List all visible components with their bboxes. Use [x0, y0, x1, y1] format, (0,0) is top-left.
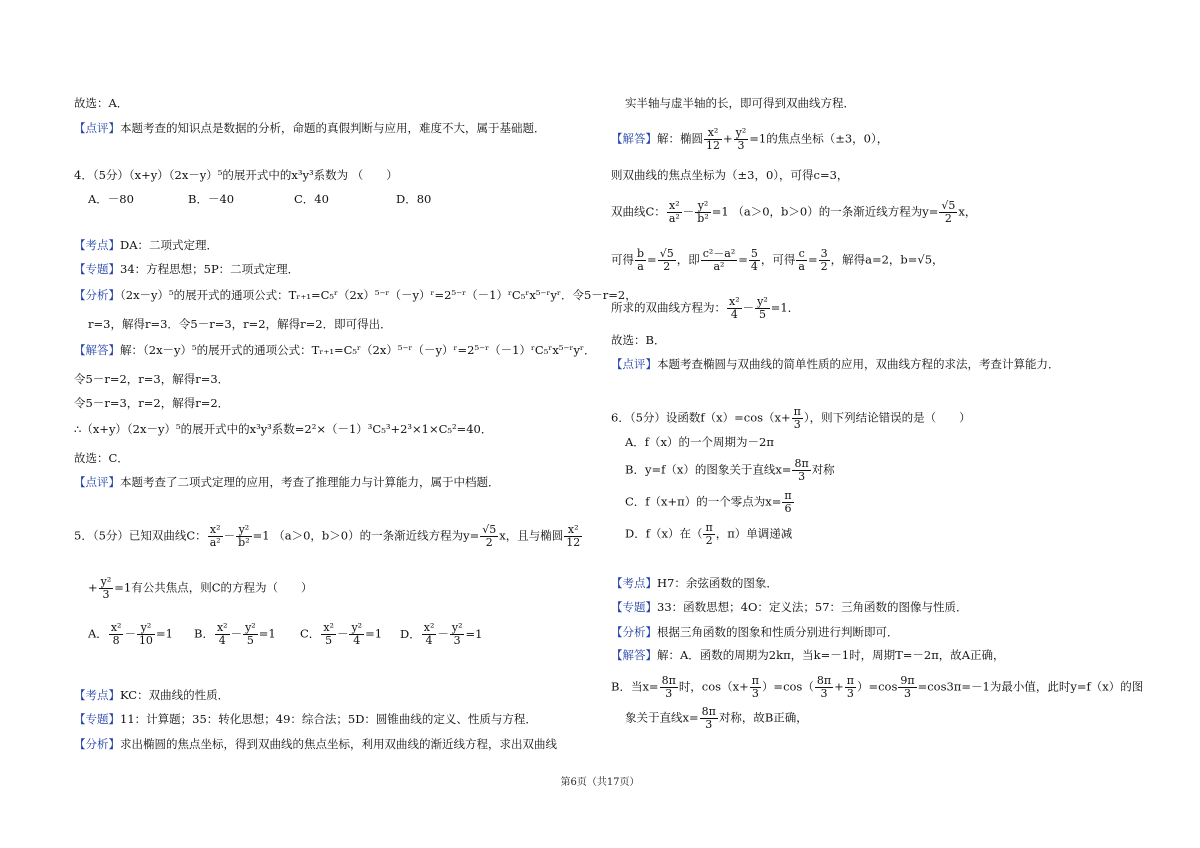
q5-text-a: 5．（5分）已知双曲线C：: [74, 528, 207, 543]
q4-options: [88, 192, 431, 206]
analysis-line: [74, 288, 637, 302]
text: 对称，故B正确，: [718, 710, 808, 725]
text: D．f（x）在（: [625, 526, 703, 541]
fraction: $\frac{\pi}{3}$: [793, 405, 801, 431]
topic-tag: 【专题】: [611, 600, 657, 614]
solution-line-5: 【解答】解：椭圆 $\frac{\text{x²}}{12}$ + $\frac{\text{y²}}{3}$ =1的焦点坐标（±3，0），: [611, 126, 889, 152]
analysis-line-6: [611, 625, 899, 639]
q6-option-b: [625, 458, 835, 483]
solution-line-3: 令5－r=3，r=2，解得r=2．: [74, 396, 230, 410]
knowledge-tag: 【考点】: [74, 688, 120, 702]
fraction: $\frac{\text{c²－a²}}{\text{a²}}$: [702, 247, 736, 273]
question-6: [611, 406, 971, 431]
text: 对称: [811, 462, 835, 477]
q5-text-b: （a＞0，b＞0）的一条渐近线方程为y=: [273, 528, 480, 543]
question-4: 4．（5分）（x+y）（2x－y）⁵的展开式中的x³y³系数为 （ ）: [74, 168, 398, 182]
solution-text: =1的焦点坐标（±3，0），: [749, 131, 889, 146]
q6-text: 6．（5分）设函数f（x）=cos（x+: [611, 410, 791, 425]
solution-line-5e: 所求的双曲线方程为： $\frac{\text{x²}}{4}$ － $\frac{\text{y²}}{5}$ =1．: [611, 295, 800, 321]
answer-line-q5: 故选：B．: [611, 333, 666, 347]
topic-line: [74, 262, 299, 276]
knowledge-point: [74, 238, 218, 252]
knowledge-tag: 【考点】: [611, 576, 657, 590]
text: +: [834, 679, 844, 694]
analysis-tag: 【分析】: [611, 625, 657, 639]
q4-option-c: C．40: [294, 192, 329, 206]
text: ）=cos: [856, 679, 898, 694]
text: ，可得: [760, 252, 796, 267]
q4-option-b: B．－40: [188, 192, 235, 206]
solution-line-5c: 双曲线C： $\frac{\text{x²}}{\text{a²}}$ － $\frac{\text{y²}}{\text{b²}}$ =1 （a＞0，b＞0）的一条渐近线方程为y= $\frac{√5}{2}$ x，: [611, 199, 977, 225]
solution-line-6: [611, 648, 1005, 662]
solution-text: 解：椭圆: [657, 131, 703, 146]
analysis-text: 根据三角函数的图象和性质分别进行判断即可．: [657, 625, 899, 639]
q6-option-c: [625, 490, 795, 515]
fraction: $\frac{3}{2}$: [820, 247, 828, 273]
text: ，即: [676, 252, 700, 267]
fraction: $\frac{\pi}{3}$: [846, 674, 854, 700]
q4-option-d: D．80: [396, 192, 432, 206]
analysis-tag: 【分析】: [74, 288, 120, 302]
text: B．y=f（x）的图象关于直线x=: [625, 462, 792, 477]
page-footer: 第6页（共17页）: [560, 777, 640, 788]
q5-text-c: x，且与椭圆: [499, 528, 564, 543]
comment-line-q5: [611, 357, 1060, 371]
fraction: $\frac{8\pi}{3}$: [661, 674, 676, 700]
solution-text: 解：A．函数的周期为2kπ，当k=－1时，周期T=－2π，故A正确，: [657, 648, 1005, 662]
comment-tag: 【点评】: [611, 357, 657, 371]
solution-text: 解：（2x－y）⁵的展开式的通项公式：Tᵣ₊₁=C₅ʳ（2x）⁵⁻ʳ（－y）ʳ=2⁵⁻ʳ（－1）ʳC₅ʳx⁵⁻ʳyʳ．: [120, 343, 596, 357]
fraction: $\frac{\text{x²}}{4}$: [729, 295, 740, 321]
fraction: $\frac{\text{x²}}{\text{a²}}$: [209, 523, 221, 549]
topic-line-6: [611, 600, 968, 614]
solution-tag: 【解答】: [611, 648, 657, 662]
comment-text: 本题考查椭圆与双曲线的简单性质的应用，双曲线方程的求法，考查计算能力．: [657, 357, 1060, 371]
q4-option-a: A．－80: [88, 192, 134, 206]
analysis-line-2: r=3，解得r=3．令5－r=3，r=2，解得r=2．即可得出．: [88, 317, 392, 331]
text: 所求的双曲线方程为：: [611, 300, 726, 315]
text: =1．: [770, 300, 800, 315]
comment-text: 本题考查的知识点是数据的分析，命题的真假判断与应用，难度不大，属于基础题．: [120, 121, 546, 135]
analysis-continued: 实半轴与虚半轴的长，即可得到双曲线方程．: [625, 96, 855, 110]
fraction: $\frac{\pi}{6}$: [784, 489, 792, 515]
analysis-text: （2x－y）⁵的展开式的通项公式：Tᵣ₊₁=C₅ʳ（2x）⁵⁻ʳ（－y）ʳ=2⁵⁻ʳ（－1）ʳC₅ʳx⁵⁻ʳyʳ．令5－r=2，: [120, 288, 637, 302]
knowledge-text: H7：余弦函数的图象．: [657, 576, 778, 590]
text: =1 （a＞0，b＞0）的一条渐近线方程为y=: [711, 204, 939, 219]
text: x，: [958, 204, 977, 219]
solution-line-5d: 可得 $\frac{b}{a}$ = $\frac{√5}{2}$ ，即 $\frac{\text{c²－a²}}{\text{a²}}$ = $\frac{5}{4}$ ，可得 $\frac{c}{a}$ = $\frac{3}{2}$ ，解得a=2，b=√5，: [611, 247, 944, 273]
analysis-line-5: [74, 737, 557, 751]
fraction: $\frac{√5}{2}$: [659, 247, 674, 273]
answer-line: 故选：A．: [74, 96, 129, 110]
fraction: $\frac{\text{y²}}{3}$: [735, 126, 747, 152]
q5-text-d: =1有公共焦点，则C的方程为（ ）: [114, 580, 313, 595]
knowledge-point-6: [611, 576, 778, 590]
topic-text: 33：函数思想；4O：定义法；57：三角函数的图像与性质．: [657, 600, 968, 614]
q6-option-a: A．f（x）的一个周期为－2π: [625, 435, 774, 449]
solution-line: [74, 343, 595, 357]
fraction: $\frac{\pi}{2}$: [705, 521, 713, 547]
fraction: $\frac{8\pi}{3}$: [816, 674, 832, 700]
text: 时，cos（x+: [678, 679, 749, 694]
q5-option-a: A． $\frac{\text{x²}}{8}$ － $\frac{\text{y²}}{10}$ =1: [88, 621, 173, 647]
text: B．当x=: [611, 679, 659, 694]
fraction: $\frac{8\pi}{3}$: [701, 705, 716, 731]
text: 双曲线C：: [611, 204, 666, 219]
fraction: $\frac{b}{a}$: [637, 247, 645, 273]
text: 可得: [611, 252, 634, 267]
solution-tag: 【解答】: [74, 343, 120, 357]
comment-tag: 【点评】: [74, 121, 120, 135]
comment-line: [74, 121, 546, 135]
fraction: $\frac{8\pi}{3}$: [794, 457, 809, 483]
solution-line-6c: [625, 706, 808, 731]
text: ）=cos（: [761, 679, 814, 694]
text: ，π）单调递减: [715, 526, 793, 541]
knowledge-tag: 【考点】: [74, 238, 120, 252]
q5-option-b: B． $\frac{\text{x²}}{4}$ － $\frac{\text{y²}}{5}$ =1: [194, 621, 276, 647]
topic-tag: 【专题】: [74, 712, 120, 726]
comment-line-q4: [74, 475, 500, 489]
comment-tag: 【点评】: [74, 475, 120, 489]
topic-tag: 【专题】: [74, 262, 120, 276]
answer-line-q4: 故选：C．: [74, 451, 129, 465]
question-5-line-2: + $\frac{\text{y²}}{3}$ =1有公共焦点，则C的方程为（ ）: [88, 575, 313, 601]
fraction: $\frac{\text{y²}}{3}$: [100, 575, 112, 601]
q5-option-d: D． $\frac{\text{x²}}{4}$ － $\frac{\text{y²}}{3}$ =1: [400, 621, 483, 647]
q6-text: ），则下列结论错误的是（ ）: [803, 410, 971, 425]
analysis-text: 求出椭圆的焦点坐标，得到双曲线的焦点坐标，利用双曲线的渐近线方程，求出双曲线: [120, 737, 557, 751]
topic-line-5: [74, 712, 537, 726]
solution-line-2: 令5－r=2，r=3，解得r=3．: [74, 372, 230, 386]
solution-tag: 【解答】: [611, 131, 657, 146]
fraction: $\frac{5}{4}$: [750, 247, 758, 273]
fraction: $\frac{√5}{2}$: [941, 199, 956, 225]
knowledge-point-5: [74, 688, 229, 702]
fraction: $\frac{\text{x²}}{\text{a²}}$: [668, 199, 680, 225]
question-5: 5．（5分）已知双曲线C： $\frac{\text{x²}}{\text{a²}}$ － $\frac{\text{y²}}{\text{b²}}$ =1 （a＞0，b＞0）的一条渐近线方程为y= $\frac{√5}{2}$ x，且与椭圆 $\frac{\text{x²}}{12}$: [74, 523, 581, 549]
fraction: $\frac{√5}{2}$: [482, 523, 497, 549]
knowledge-text: DA：二项式定理．: [120, 238, 219, 252]
solution-line-6b: [611, 675, 1143, 700]
fraction: $\frac{\text{y²}}{\text{b²}}$: [238, 523, 250, 549]
fraction: $\frac{\text{x²}}{12}$: [706, 126, 720, 152]
text: =cos3π=－1为最小值，此时y=f（x）的图: [917, 679, 1144, 694]
text: ，解得a=2，b=√5，: [830, 252, 944, 267]
text: 象关于直线x=: [625, 710, 699, 725]
solution-line-4: ∴（x+y）（2x－y）⁵的展开式中的x³y³系数=2²×（－1）³C₅³+2³×1×C₅²=40．: [74, 422, 493, 436]
fraction: $\frac{\pi}{3}$: [751, 674, 759, 700]
fraction: $\frac{c}{a}$: [798, 247, 805, 273]
topic-text: 11：计算题；35：转化思想；49：综合法；5D：圆锥曲线的定义、性质与方程．: [120, 712, 537, 726]
text: C．f（x+π）的一个零点为x=: [625, 494, 782, 509]
q6-option-d: [625, 522, 792, 547]
knowledge-text: KC：双曲线的性质．: [120, 688, 230, 702]
fraction: $\frac{9\pi}{3}$: [900, 674, 915, 700]
analysis-tag: 【分析】: [74, 737, 120, 751]
topic-text: 34：方程思想；5P：二项式定理．: [120, 262, 300, 276]
solution-line-5b: 则双曲线的焦点坐标为（±3，0），可得c=3，: [611, 168, 849, 182]
fraction: $\frac{\text{y²}}{5}$: [757, 295, 768, 321]
fraction: $\frac{\text{y²}}{\text{b²}}$: [697, 199, 709, 225]
q5-option-c: C． $\frac{\text{x²}}{5}$ － $\frac{\text{y²}}{4}$ =1: [300, 621, 383, 647]
comment-text: 本题考查了二项式定理的应用，考查了推理能力与计算能力，属于中档题．: [120, 475, 500, 489]
q5-options: [88, 622, 482, 647]
fraction: $\frac{\text{x²}}{12}$: [566, 523, 581, 549]
